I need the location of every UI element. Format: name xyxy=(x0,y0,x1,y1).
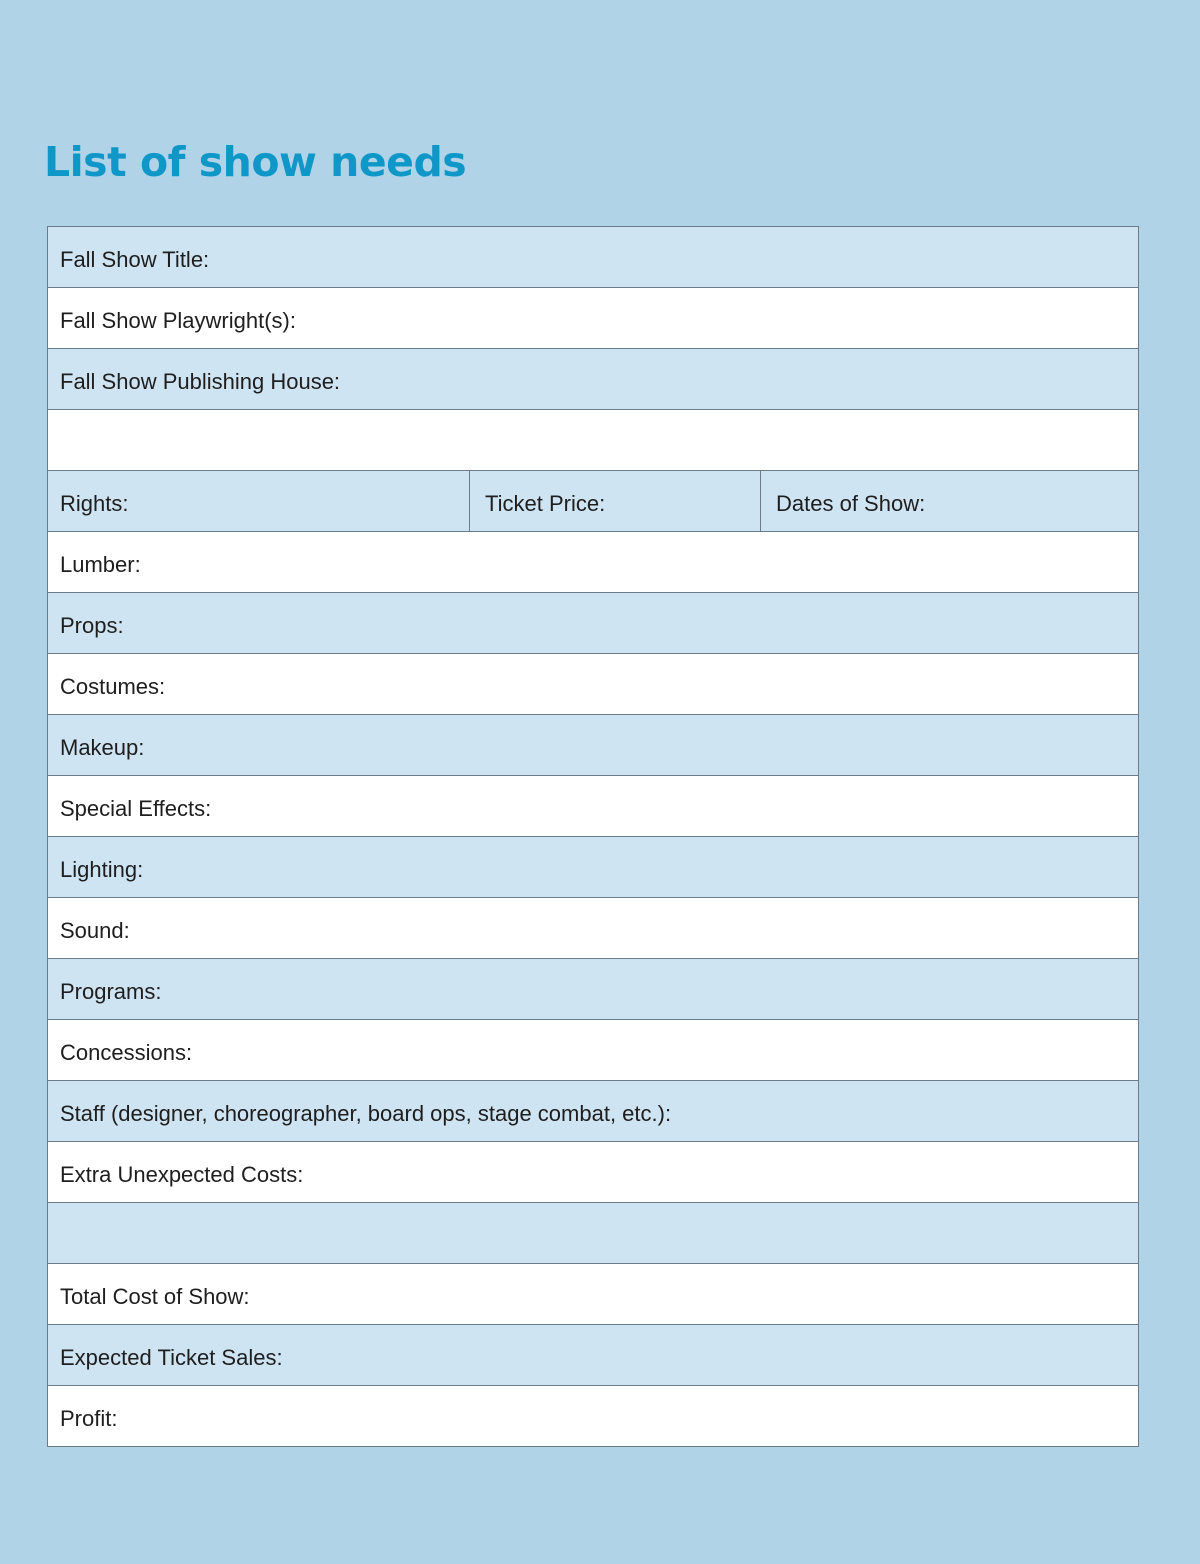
row-makeup[interactable] xyxy=(48,714,1138,775)
concessions-label: Concessions: xyxy=(60,1040,193,1065)
row-profit[interactable] xyxy=(48,1385,1138,1446)
row-expected-ticket-sales[interactable] xyxy=(48,1324,1138,1385)
fall-show-title-label: Fall Show Title: xyxy=(60,247,210,272)
row-lighting[interactable] xyxy=(48,836,1138,897)
total-cost-of-show-label: Total Cost of Show: xyxy=(60,1284,250,1309)
row-fall-show-publishing-house[interactable] xyxy=(48,348,1138,409)
row-rights-ticket-dates xyxy=(48,470,1138,531)
row-extra-unexpected-costs[interactable] xyxy=(48,1141,1138,1202)
extra-unexpected-costs-label: Extra Unexpected Costs: xyxy=(60,1162,304,1187)
row-special-effects[interactable] xyxy=(48,775,1138,836)
row-costumes[interactable] xyxy=(48,653,1138,714)
row-lumber[interactable] xyxy=(48,531,1138,592)
row-total-cost-of-show[interactable] xyxy=(48,1263,1138,1324)
show-needs-form xyxy=(47,226,1139,1447)
fall-show-playwrights-label: Fall Show Playwright(s): xyxy=(60,308,296,333)
lumber-label: Lumber: xyxy=(60,552,141,577)
rights-label: Rights: xyxy=(60,491,129,516)
makeup-label: Makeup: xyxy=(60,735,145,760)
programs-label: Programs: xyxy=(60,979,162,1004)
dates-of-show-label: Dates of Show: xyxy=(776,491,926,516)
row-sound[interactable] xyxy=(48,897,1138,958)
page-title: List of show needs xyxy=(44,138,467,186)
blank-field xyxy=(48,410,1138,470)
row-staff[interactable] xyxy=(48,1080,1138,1141)
row-fall-show-playwrights[interactable] xyxy=(48,287,1138,348)
row-concessions[interactable] xyxy=(48,1019,1138,1080)
row-props[interactable] xyxy=(48,592,1138,653)
fall-show-publishing-house-label: Fall Show Publishing House: xyxy=(60,369,341,394)
row-programs[interactable] xyxy=(48,958,1138,1019)
costumes-label: Costumes: xyxy=(60,674,166,699)
row-fall-show-title[interactable] xyxy=(48,227,1138,287)
dates-of-show-field[interactable] xyxy=(761,471,1138,531)
ticket-price-label: Ticket Price: xyxy=(485,491,606,516)
staff-label: Staff (designer, choreographer, board ops, stage combat, etc.): xyxy=(60,1101,672,1126)
special-effects-label: Special Effects: xyxy=(60,796,212,821)
sound-label: Sound: xyxy=(60,918,130,943)
row-blank-field-2[interactable] xyxy=(48,1202,1138,1263)
ticket-price-field[interactable] xyxy=(470,471,761,531)
rights-field[interactable] xyxy=(48,471,470,531)
blank-field-2 xyxy=(48,1203,1138,1263)
lighting-label: Lighting: xyxy=(60,857,144,882)
props-label: Props: xyxy=(60,613,124,638)
profit-label: Profit: xyxy=(60,1406,118,1431)
expected-ticket-sales-label: Expected Ticket Sales: xyxy=(60,1345,283,1370)
row-blank-field[interactable] xyxy=(48,409,1138,470)
